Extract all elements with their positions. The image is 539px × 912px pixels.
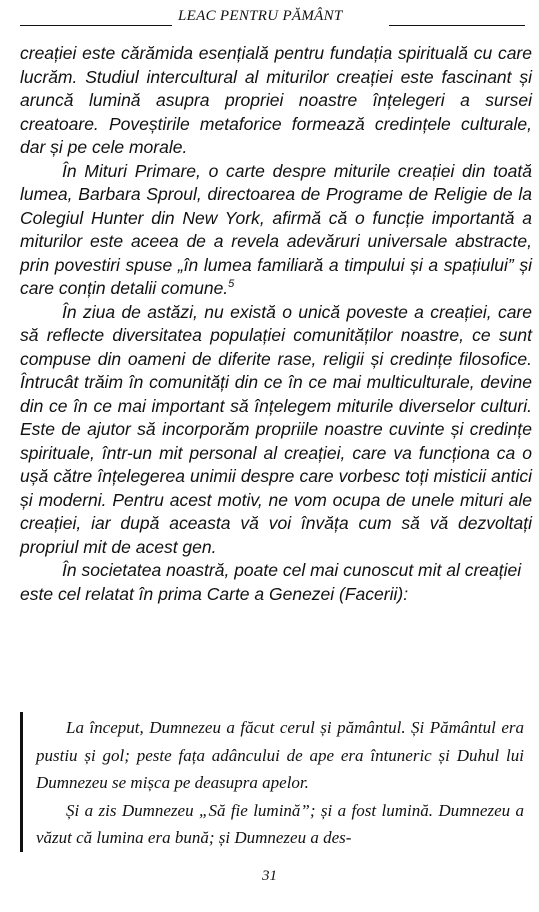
footnote-marker: 5 [228, 278, 235, 291]
page-number: 31 [262, 868, 277, 884]
quote-text [36, 714, 524, 852]
running-title: LEAC PENTRU PĂMÂNT [178, 8, 343, 24]
genesis-quote [20, 712, 525, 852]
quote-paragraph: Și a zis Dumnezeu „Să fie lumină”; și a fost lumină. Dumnezeu a văzut că lumina era bună; și Dumnezeu a des- [36, 800, 524, 847]
paragraph-societatea: În societatea noastră, poate cel mai cunoscut mit al creației este cel relatat în prima Carte a Genezei (Facerii): [20, 560, 522, 604]
paragraph-text: În Mituri Primare, o carte despre miturile creației din toată lumea, Barbara Sproul, directoarea de Programe de Religie de la Colegiul Hunter din New York, afirmă că o funcție importantă a miturilor este aceea de a revela adevăruri universale abstracte, prin povestiri spuse „în lumea familiară a timpului și a spațiului” și care conțin detalii comune. [20, 160, 532, 298]
header-rule-right [389, 25, 525, 26]
running-header [20, 6, 525, 32]
paragraph-mituri-primare [20, 160, 532, 301]
quote-bar [20, 712, 23, 852]
quote-paragraph: La început, Dumnezeu a făcut cerul și pământul. Și Pământul era pustiu și gol; peste fața adâncului de ape era întuneric și Duhul lui Dumnezeu se mișca pe deasupra apelor. [36, 718, 524, 792]
paragraph-continued: creației este cărămida esențială pentru fundația spirituală cu care lucrăm. Studiul intercultural al miturilor creației este fascinant și aruncă lumină asupra propriei noastre înțelegeri a sursei creatoare. Poveștirile metaforice formează credințele culturale, dar și pe cele morale. [20, 43, 532, 157]
paragraph-ziua-de-astazi: În ziua de astăzi, nu există o unică poveste a creației, care să reflecte diversitatea populației comunităților noastre, ce sunt compuse din oameni de diferite rase, religii și credințe filosofice. Întrucât trăim în comunități din ce în ce mai multiculturale, devine din ce în ce mai important să înțelegem miturile diverselor culturi. Este de ajutor să incorporăm propriile noastre cuvinte și credințe spirituale, într-un mit personal al creației, care va funcționa ca o ușă către înțelegerea unimii despre care vorbesc toți misticii antici și moderni. Pentru acest motiv, ne vom ocupa de unele mituri ale creației, iar după aceasta vă voi învăța cum să vă dezvoltați propriul mit de acest gen. [20, 301, 532, 557]
body-text [20, 42, 532, 606]
header-rule-left [20, 25, 172, 26]
